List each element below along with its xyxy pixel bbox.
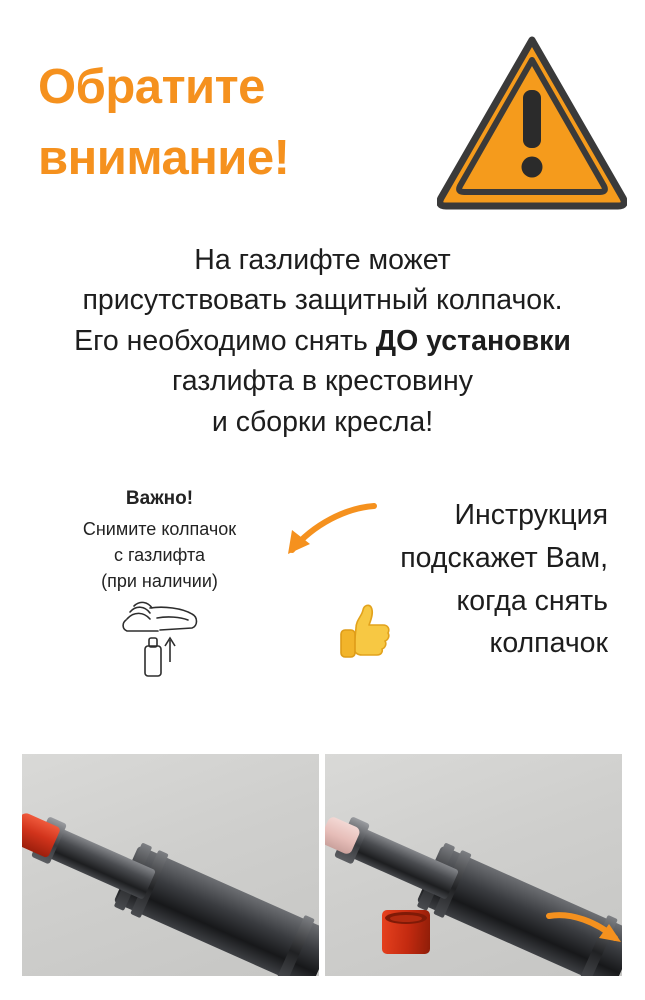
important-label-line-1: Снимите колпачок	[82, 518, 237, 539]
headline-line-1: Обратите	[38, 60, 265, 114]
important-label-block	[52, 486, 267, 594]
instruction-line-1: Инструкция	[454, 499, 608, 531]
instruction-line-3: когда снять	[456, 584, 608, 617]
lead-paragraph	[0, 240, 645, 442]
important-label-title: Важно!	[125, 488, 194, 509]
lead-line-3	[0, 321, 645, 361]
thumbs-up-icon	[336, 602, 392, 662]
gas-lift-cylinder	[22, 789, 319, 976]
cap-inner	[390, 915, 422, 922]
removed-protective-cap	[382, 910, 430, 954]
important-label-line-3: (при наличии)	[101, 570, 218, 591]
hand-removing-cap-diagram	[108, 596, 216, 686]
photo-strip	[22, 754, 623, 976]
instruction-line-2: подскажет Вам,	[400, 541, 608, 574]
photo-gas-lift-cap-removed	[325, 754, 622, 976]
lead-line-2: присутствовать защитный колпачок.	[82, 284, 563, 317]
page-title	[38, 52, 438, 194]
photo-gas-lift-with-red-cap	[22, 754, 319, 976]
lead-line-5: и сборки кресла!	[211, 405, 434, 438]
instruction-line-4: колпачок	[489, 627, 608, 660]
lead-line-1: На газлифте может	[194, 244, 451, 276]
orange-arrow-icon	[545, 908, 622, 960]
headline-line-2: внимание!	[38, 131, 290, 186]
warning-triangle-icon	[437, 34, 627, 210]
middle-section	[0, 476, 645, 736]
important-label-line-2: с газлифта	[113, 544, 206, 565]
lead-line-3-bold: ДО установки	[375, 324, 571, 357]
lead-line-4: газлифта в крестовину	[171, 365, 474, 398]
header	[0, 26, 645, 226]
lead-line-3-normal: Его необходимо снять	[74, 324, 376, 357]
